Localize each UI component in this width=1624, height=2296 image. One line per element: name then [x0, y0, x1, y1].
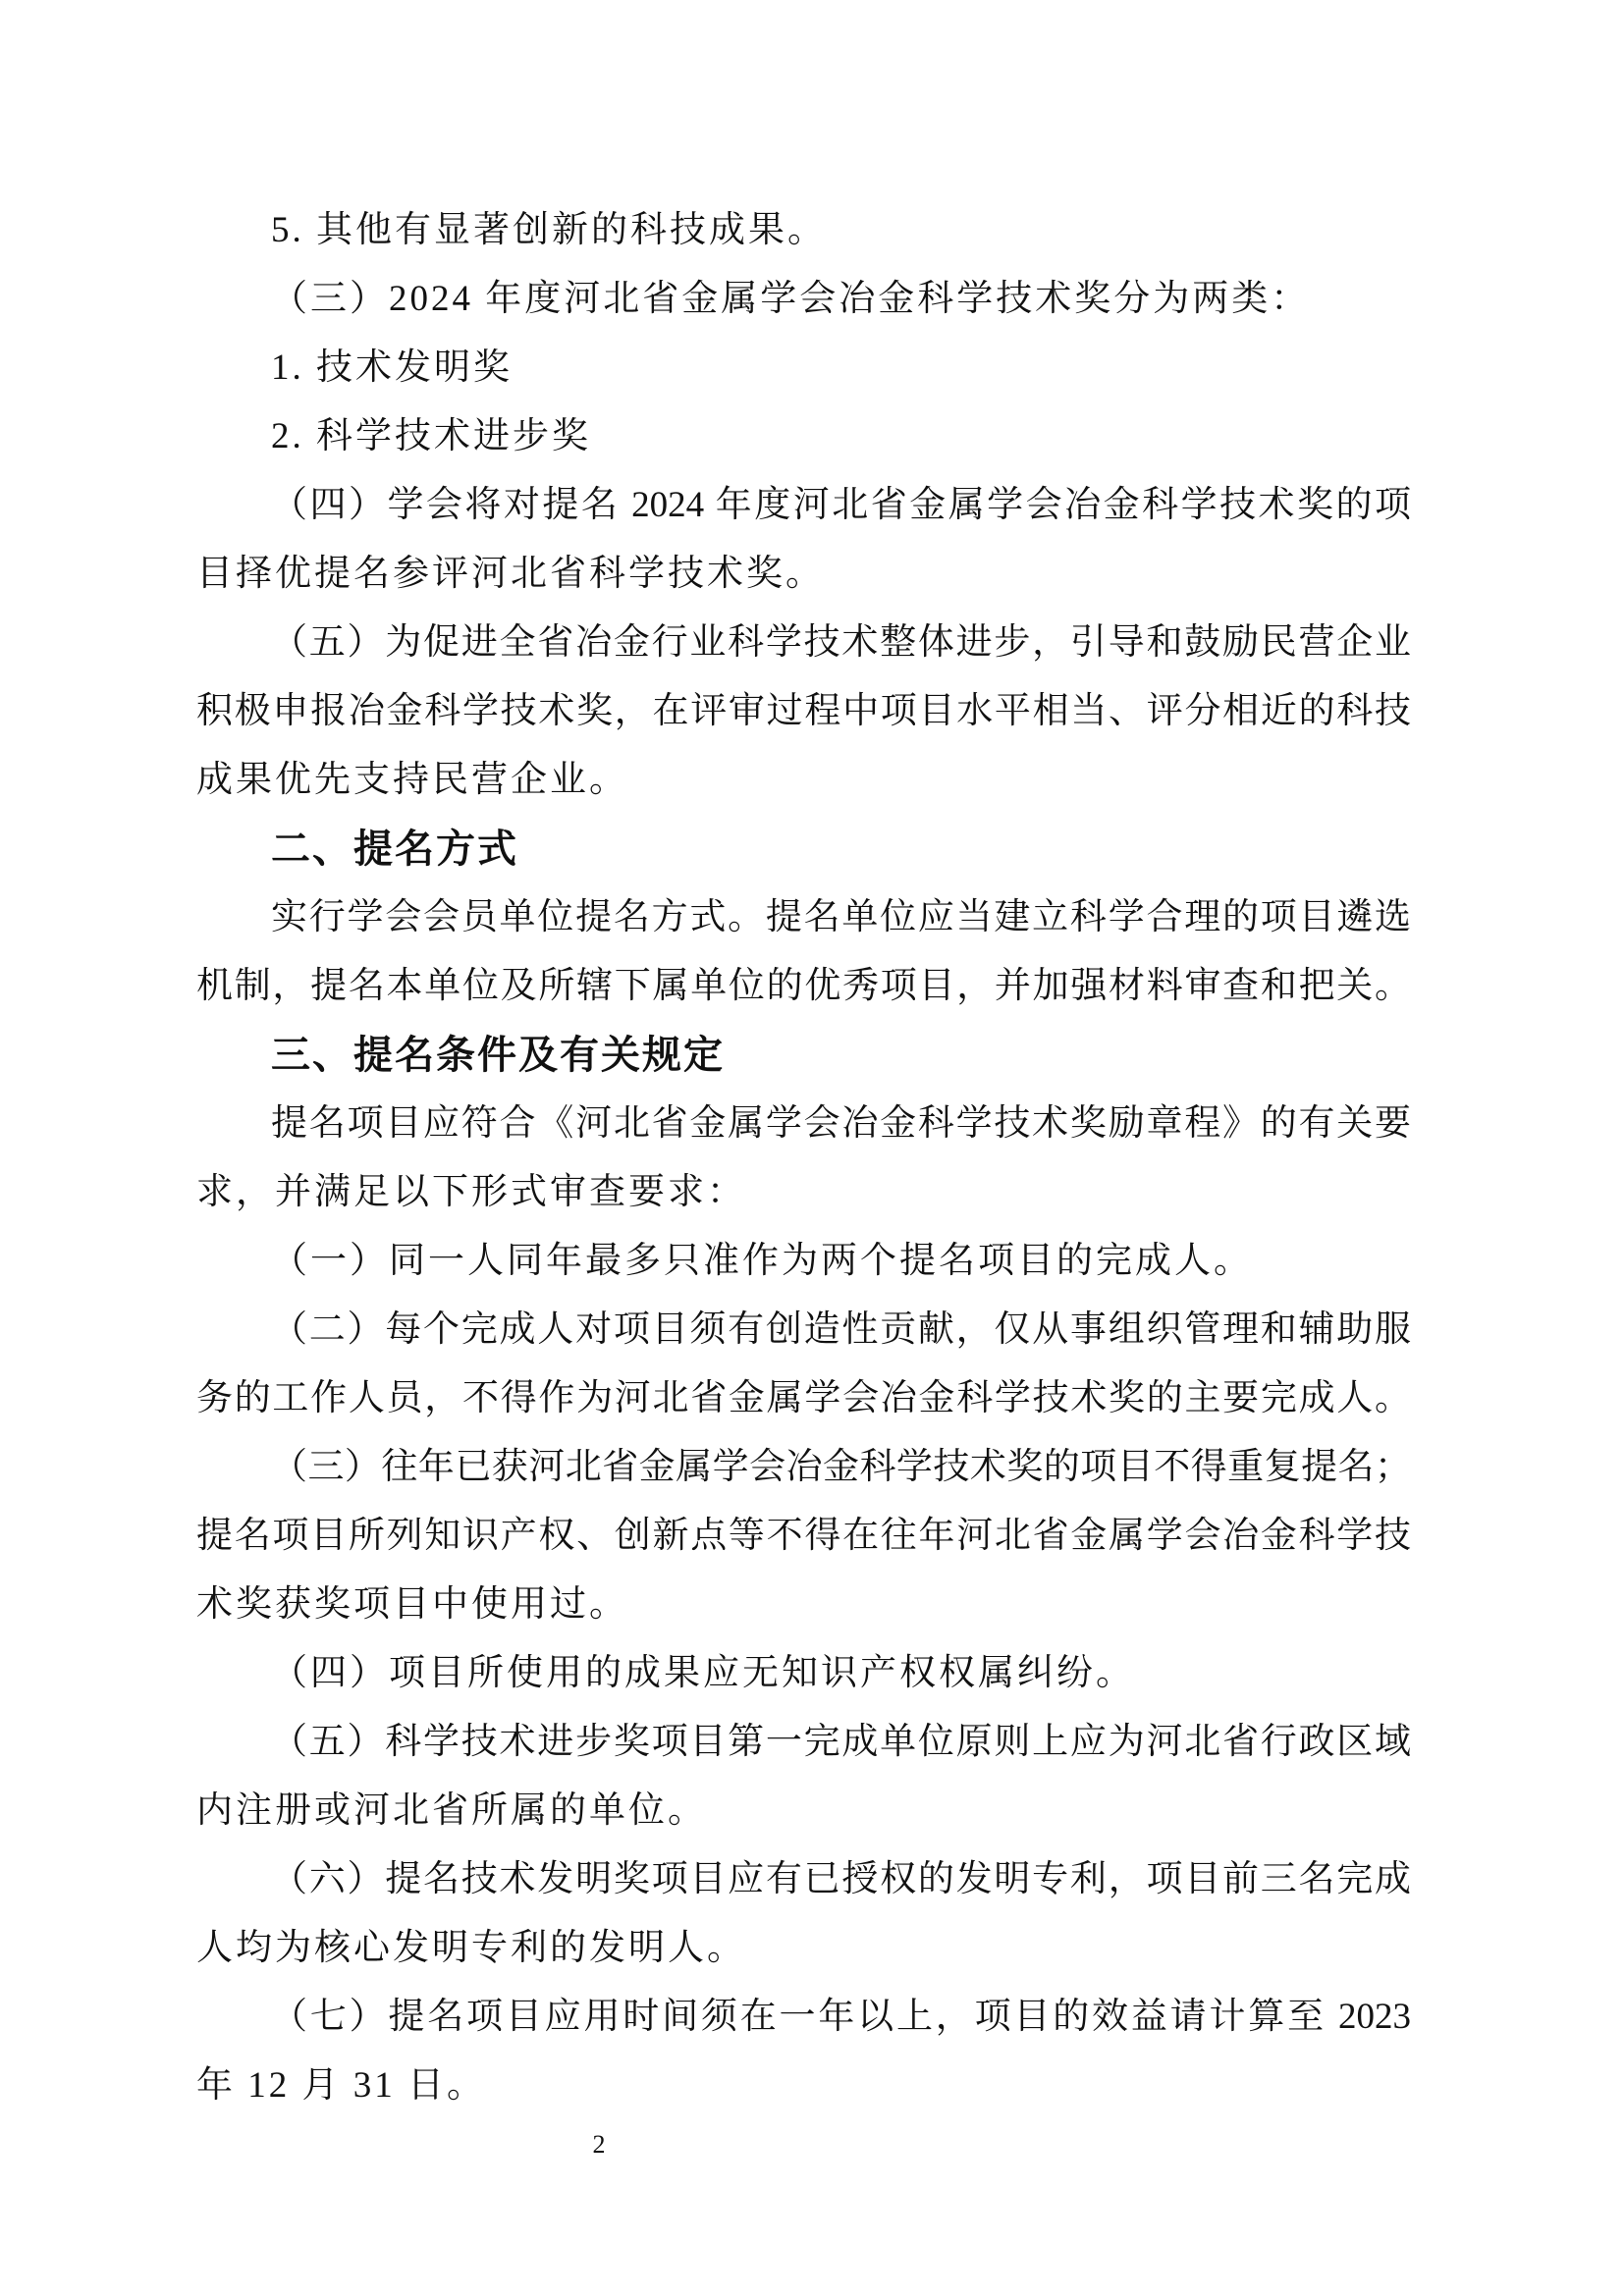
- text-line: 机制，提名本单位及所辖下属单位的优秀项目，并加强材料审查和把关。: [196, 966, 1411, 1006]
- text-line: 人均为核心发明专利的发明人。: [196, 1928, 746, 1968]
- text-line: （四）项目所使用的成果应无知识产权权属纠纷。: [271, 1653, 1135, 1693]
- text-line: （二）每个完成人对项目须有创造性贡献，仅从事组织管理和辅助服: [271, 1309, 1411, 1350]
- text-line: 1. 技术发明奖: [271, 347, 513, 388]
- text-line: 成果优先支持民营企业。: [196, 760, 628, 800]
- text-line: 内注册或河北省所属的单位。: [196, 1790, 707, 1831]
- text-line: （三）2024 年度河北省金属学会冶金科学技术奖分为两类：: [271, 279, 1311, 319]
- text-line: 目择优提名参评河北省科学技术奖。: [196, 554, 825, 594]
- text-line: 5. 其他有显著创新的科技成果。: [271, 210, 827, 250]
- text-line: 务的工作人员，不得作为河北省金属学会冶金科学技术奖的主要完成人。: [196, 1378, 1411, 1418]
- text-line: 提名项目应符合《河北省金属学会冶金科学技术奖励章程》的有关要: [271, 1103, 1411, 1144]
- text-line: 实行学会会员单位提名方式。提名单位应当建立科学合理的项目遴选: [271, 897, 1411, 937]
- document-text-block: [196, 196, 1411, 2120]
- text-line: （七）提名项目应用时间须在一年以上，项目的效益请计算至 2023: [271, 1997, 1411, 2037]
- text-line: （五）为促进全省冶金行业科学技术整体进步，引导和鼓励民营企业: [271, 622, 1411, 663]
- section-heading: 二、提名方式: [271, 828, 518, 871]
- text-line: 积极申报冶金科学技术奖，在评审过程中项目水平相当、评分相近的科技: [196, 691, 1411, 731]
- text-line: （五）科学技术进步奖项目第一完成单位原则上应为河北省行政区域: [271, 1722, 1411, 1762]
- page-number: 2: [592, 2130, 606, 2159]
- text-line: 术奖获奖项目中使用过。: [196, 1584, 628, 1625]
- text-line: （六）提名技术发明奖项目应有已授权的发明专利，项目前三名完成: [271, 1859, 1411, 1899]
- section-heading: 三、提名条件及有关规定: [271, 1034, 725, 1077]
- text-line: 2. 科学技术进步奖: [271, 416, 591, 456]
- text-line: （一）同一人同年最多只准作为两个提名项目的完成人。: [271, 1241, 1253, 1281]
- text-line: 提名项目所列知识产权、创新点等不得在往年河北省金属学会冶金科学技: [196, 1516, 1411, 1556]
- text-line: 求，并满足以下形式审查要求：: [196, 1172, 746, 1212]
- text-line: 年 12 月 31 日。: [196, 2065, 486, 2106]
- text-line: （三）往年已获河北省金属学会冶金科学技术奖的项目不得重复提名；: [271, 1447, 1411, 1487]
- text-line: （四）学会将对提名 2024 年度河北省金属学会冶金科学技术奖的项: [271, 485, 1411, 525]
